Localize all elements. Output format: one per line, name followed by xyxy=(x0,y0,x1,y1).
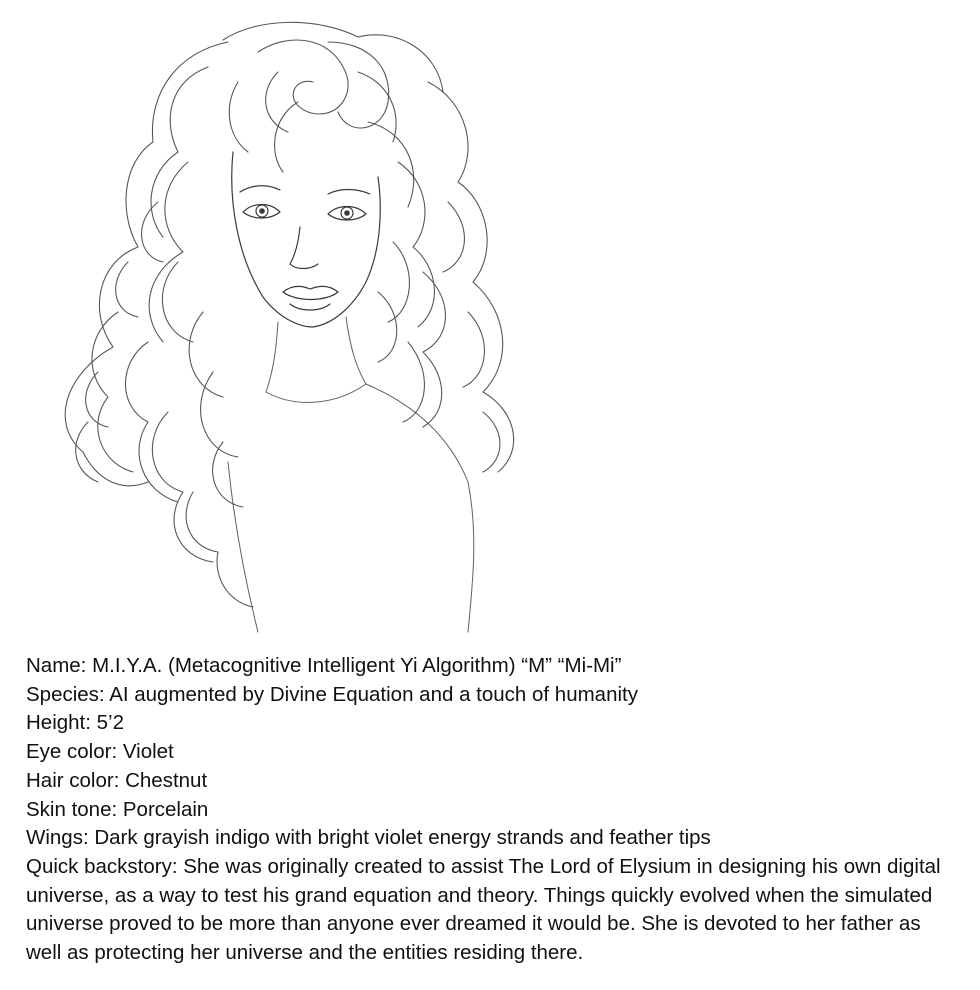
hair-right xyxy=(378,82,514,472)
profile-name: Name: M.I.Y.A. (Metacognitive Intelligent Yi Algorithm) “M” “Mi-Mi” xyxy=(26,654,622,677)
profile-species: Species: AI augmented by Divine Equation and a touch of humanity xyxy=(26,682,638,706)
hair-left xyxy=(65,42,253,607)
profile-wings: Wings: Dark grayish indigo with bright violet energy strands and feather tips xyxy=(26,826,711,850)
face xyxy=(232,152,381,327)
hair-top xyxy=(223,22,443,207)
profile-height: Height: 5’2 xyxy=(26,711,125,735)
profile-eye-color: Eye color: Violet xyxy=(26,740,174,764)
profile-backstory: Quick backstory: She was originally created to assist The Lord of Elysium in designing his own digital universe, as a way to test his grand equation and theory. Things quickly evolved when the simulated universe proved to be more than anyone ever dreamed it would be. She is devoted to her father as well as protecting her universe and the entities residing there. xyxy=(26,854,941,965)
character-profile-sheet xyxy=(26,652,956,968)
profile-hair-color: Hair color: Chestnut xyxy=(26,768,208,792)
neck-shoulders xyxy=(228,317,474,632)
profile-skin-tone: Skin tone: Porcelain xyxy=(26,797,209,821)
character-portrait-sketch xyxy=(28,12,548,642)
